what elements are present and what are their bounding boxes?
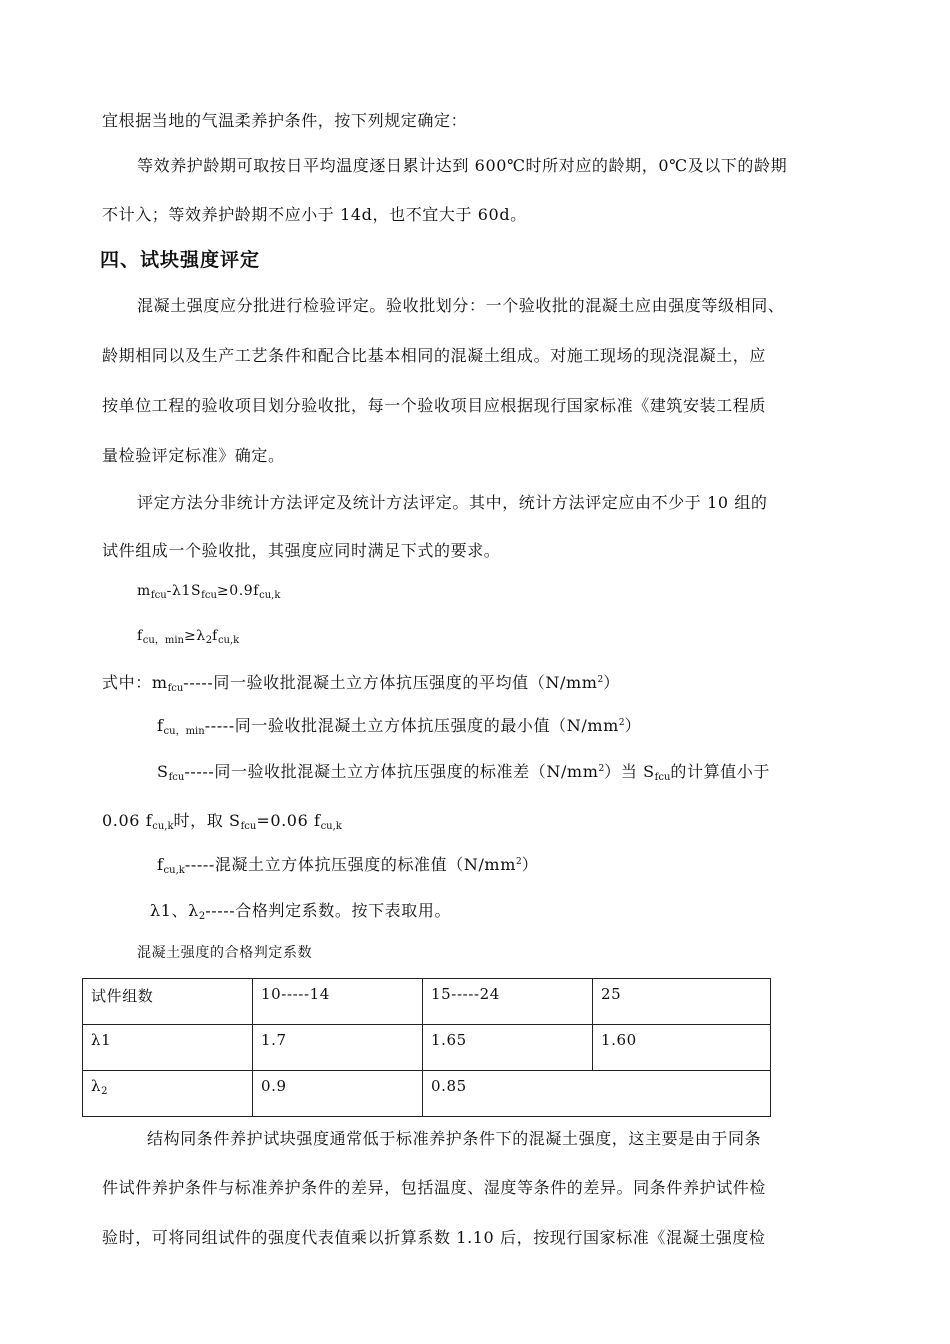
paragraph-line: 量检验评定标准》确定。 — [102, 446, 285, 465]
table-caption: 混凝土强度的合格判定系数 — [137, 945, 313, 961]
table-cell: λ1 — [83, 1025, 253, 1071]
paragraph-line: 等效养护龄期可取按日平均温度逐日累计达到 600℃时所对应的龄期，0℃及以下的龄期 — [137, 156, 788, 175]
paragraph-line: 件试件养护条件与标准养护条件的差异，包括温度、湿度等条件的差异。同条件养护试件检 — [102, 1178, 767, 1197]
definition-line: 0.06 $f_{cu,k}$时，取 $S_{fcu}=0.06$ $f_{cu,k}$ — [102, 811, 342, 832]
paragraph-line: 混凝土强度应分批进行检验评定。验收批划分：一个验收批的混凝土应由强度等级相同、 — [137, 296, 785, 315]
table-cell: 15-----24 — [423, 979, 593, 1025]
definition-line: $S_{fcu}-----$同一验收批混凝土立方体抗压强度的标准差$(N/mm^2)$当 $S_{fcu}$的计算值小于 — [157, 762, 771, 783]
definition-line: λ1、$\lambda_2-----$合格判定系数。按下表取用。 — [150, 901, 452, 922]
table-row — [83, 1025, 771, 1071]
table-cell: 1.7 — [253, 1025, 423, 1071]
formula-mean: $m_{fcu}-\lambda 1S_{fcu}\ge 0.9f_{cu,k}$ — [137, 583, 281, 601]
paragraph-line: 验时，可将同组试件的强度代表值乘以折算系数 1.10 后，按现行国家标准《混凝土强度检 — [102, 1228, 766, 1247]
paragraph-line: 龄期相同以及生产工艺条件和配合比基本相同的混凝土组成。对施工现场的现浇混凝土，应 — [102, 346, 767, 365]
paragraph-line: 不计入；等效养护龄期不应小于 14d，也不宜大于 60d。 — [102, 205, 527, 224]
paragraph-line: 评定方法分非统计方法评定及统计方法评定。其中，统计方法评定应由不少于 10 组的 — [137, 493, 768, 512]
definition-line: $f_{cu,k}-----$混凝土立方体抗压强度的标准值$(N/mm^2)$ — [157, 855, 539, 876]
table-cell: $\lambda_2$ — [83, 1071, 253, 1117]
table-cell: 0.9 — [253, 1071, 423, 1117]
table-cell: 25 — [593, 979, 771, 1025]
paragraph-line: 按单位工程的验收项目划分验收批，每一个验收项目应根据现行国家标准《建筑安装工程质 — [102, 396, 767, 415]
table-cell: 1.60 — [593, 1025, 771, 1071]
table-cell: 1.65 — [423, 1025, 593, 1071]
formula-min: $f_{cu,min}\ge\lambda_2f_{cu,k}$ — [137, 628, 240, 646]
definition-line: 式中：$m_{fcu}-----$同一验收批混凝土立方体抗压强度的平均值$(N/mm^2)$ — [102, 673, 620, 694]
table-cell: 10-----14 — [253, 979, 423, 1025]
definition-line: $f_{cu,min}-----$同一验收批混凝土立方体抗压强度的最小值$(N/mm^2)$ — [157, 716, 642, 737]
table-row — [83, 1071, 771, 1117]
paragraph-line: 试件组成一个验收批，其强度应同时满足下式的要求。 — [102, 541, 501, 560]
section-heading: 四、试块强度评定 — [100, 249, 261, 271]
table-cell: 试件组数 — [83, 979, 253, 1025]
paragraph-line: 结构同条件养护试块强度通常低于标准养护条件下的混凝土强度，这主要是由于同条 — [147, 1129, 762, 1148]
paragraph-line: 宜根据当地的气温柔养护条件，按下列规定确定： — [102, 111, 468, 130]
table-cell: 0.85 — [423, 1071, 771, 1117]
coefficient-table — [82, 978, 771, 1117]
table-row — [83, 979, 771, 1025]
